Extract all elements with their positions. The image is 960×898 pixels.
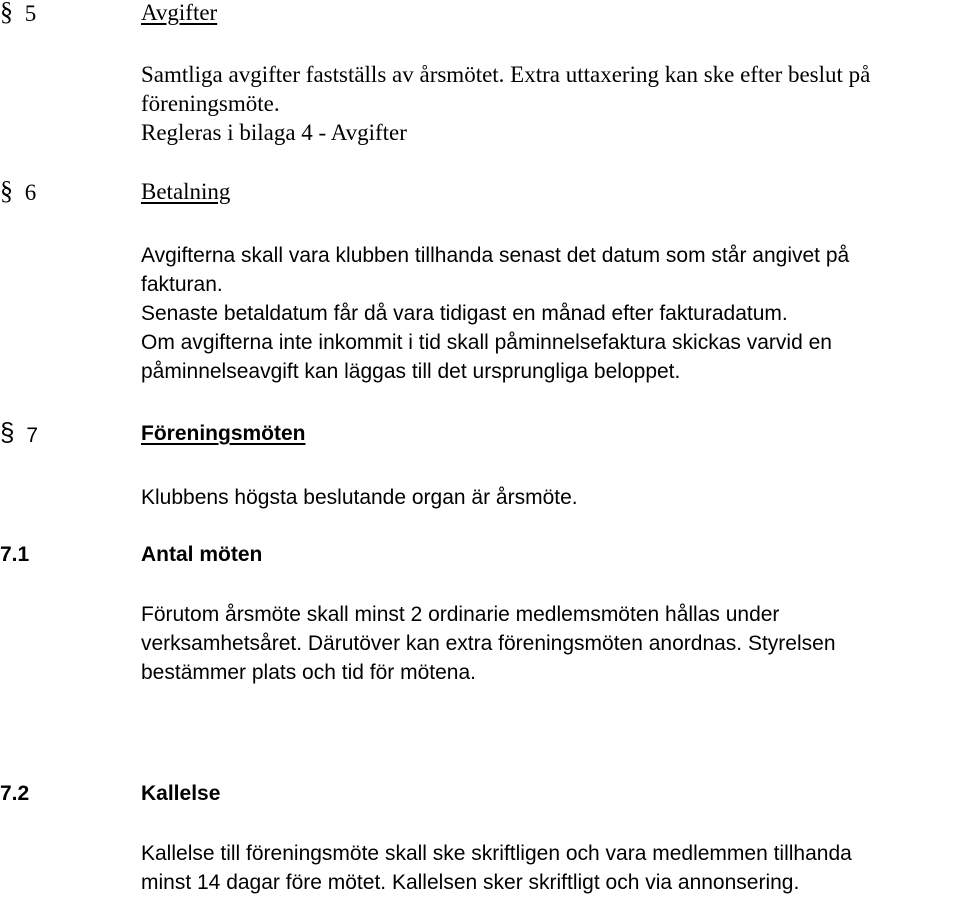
paragraph-line: Senaste betaldatum får då vara tidigast en månad efter fakturadatum. xyxy=(141,302,788,325)
paragraph-line: Avgifterna skall vara klubben tillhanda senast det datum som står angivet på xyxy=(141,244,850,267)
section-6-body xyxy=(141,241,956,386)
section-7-2-number: 7.2 xyxy=(0,782,30,805)
paragraph-line: Om avgifterna inte inkommit i tid skall påminnelsefaktura skickas varvid en xyxy=(141,331,832,354)
section-number-label: 6 xyxy=(24,180,37,205)
section-5-body xyxy=(141,60,956,147)
section-7-1-number: 7.1 xyxy=(0,543,30,566)
paragraph-line: föreningsmöte. xyxy=(141,91,280,116)
section-7-number xyxy=(0,419,38,450)
paragraph-line: Förutom årsmöte skall minst 2 ordinarie medlemsmöten hållas under xyxy=(141,603,780,626)
section-7-2-body xyxy=(141,839,956,897)
section-6-number xyxy=(0,177,36,207)
section-7-title: Föreningsmöten xyxy=(141,422,306,445)
section-7-2-heading xyxy=(0,779,960,809)
paragraph-line: påminnelseavgift kan läggas till det ursprungliga beloppet. xyxy=(141,360,681,383)
paragraph-line: Regleras i bilaga 4 - Avgifter xyxy=(141,120,407,145)
paragraph-line: minst 14 dagar före mötet. Kallelsen sker skriftligt och via annonsering. xyxy=(141,871,800,894)
section-5-number xyxy=(0,0,36,28)
section-symbol: § xyxy=(0,176,13,205)
section-5-title: Avgifter xyxy=(141,0,218,25)
paragraph-line: Kallelse till föreningsmöte skall ske skriftligen och vara medlemmen tillhanda xyxy=(141,842,852,865)
section-number-label: 5 xyxy=(24,1,37,26)
paragraph-line: verksamhetsåret. Därutöver kan extra föreningsmöten anordnas. Styrelsen xyxy=(141,632,836,655)
section-7-1-heading xyxy=(0,540,960,570)
paragraph-line: Samtliga avgifter fastställs av årsmötet. Extra uttaxering kan ske efter beslut på xyxy=(141,62,871,87)
section-symbol: § xyxy=(0,0,13,26)
section-7-heading xyxy=(0,419,960,449)
section-7-1-body xyxy=(141,600,956,687)
section-5-heading xyxy=(0,0,960,28)
paragraph-line: Klubbens högsta beslutande organ är årsmöte. xyxy=(141,486,578,509)
section-7-2-title: Kallelse xyxy=(141,782,221,805)
section-7-body xyxy=(141,483,956,512)
section-number-label: 7 xyxy=(26,424,38,447)
section-6-title: Betalning xyxy=(141,179,231,204)
section-7-1-title: Antal möten xyxy=(141,543,263,566)
paragraph-line: bestämmer plats och tid för mötena. xyxy=(141,661,476,684)
paragraph-line: fakturan. xyxy=(141,273,223,296)
section-6-heading xyxy=(0,177,960,207)
section-symbol: § xyxy=(0,417,15,447)
